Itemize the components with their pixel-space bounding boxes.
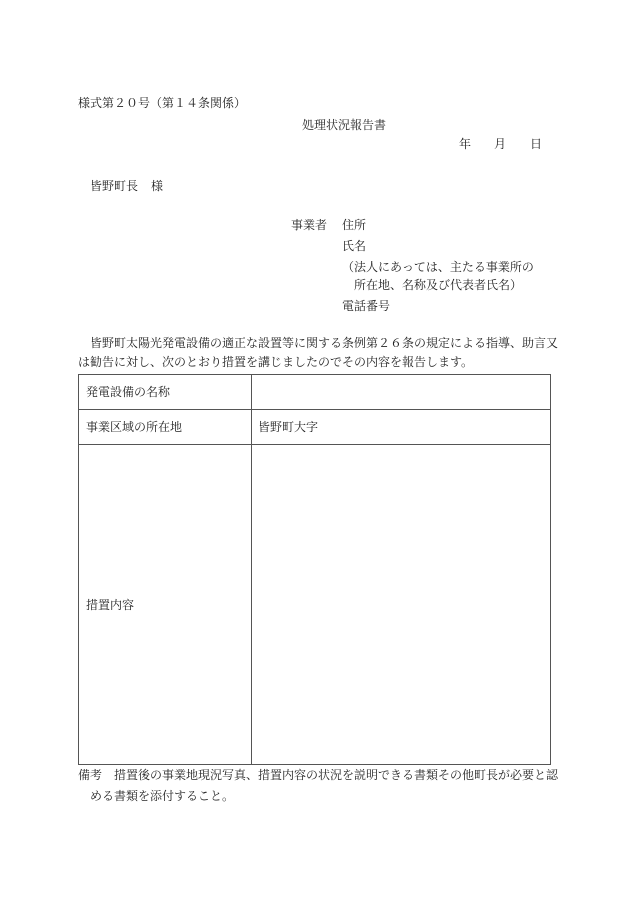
address-field-label: 住所	[342, 218, 367, 232]
corporate-note-line-1: （法人にあっては、主たる事業所の	[342, 260, 534, 274]
addressee-name: 皆野町長	[90, 179, 139, 193]
form-number: 様式第２０号（第１４条関係）	[78, 96, 247, 110]
facility-name-label: 発電設備の名称	[79, 375, 252, 410]
date-month-label: 月	[494, 137, 507, 151]
date-year-label: 年	[459, 137, 472, 151]
remarks-label: 備考	[78, 768, 103, 782]
intro-text-line-1: 皆野町太陽光発電設備の適正な設置等に関する条例第２６条の規定による指導、助言又	[90, 336, 559, 350]
name-field-label: 氏名	[342, 239, 367, 253]
document-title: 処理状況報告書	[302, 118, 387, 132]
remarks-line-2: める書類を添付すること。	[90, 789, 235, 803]
facility-name-value[interactable]	[252, 375, 551, 410]
intro-text-line-2: は勧告に対し、次のとおり措置を講じましたのでその内容を報告します。	[78, 355, 474, 369]
measures-label: 措置内容	[79, 445, 252, 765]
report-table	[78, 374, 551, 765]
phone-field-label: 電話番号	[342, 299, 391, 313]
date-day-label: 日	[530, 137, 543, 151]
applicant-label: 事業者	[291, 218, 328, 232]
table-row-facility-name	[79, 375, 551, 410]
location-label: 事業区域の所在地	[79, 410, 252, 445]
remarks-line-1	[78, 769, 558, 781]
corporate-note-line-2: 所在地、名称及び代表者氏名）	[354, 278, 523, 292]
addressee-suffix: 様	[151, 179, 164, 193]
remarks-text-1: 措置後の事業地現況写真、措置内容の状況を説明できる書類その他町長が必要と認	[114, 768, 559, 782]
table-row-location	[79, 410, 551, 445]
table-row-measures	[79, 445, 551, 765]
location-value[interactable]: 皆野町大字	[252, 410, 551, 445]
measures-value[interactable]	[252, 445, 551, 765]
